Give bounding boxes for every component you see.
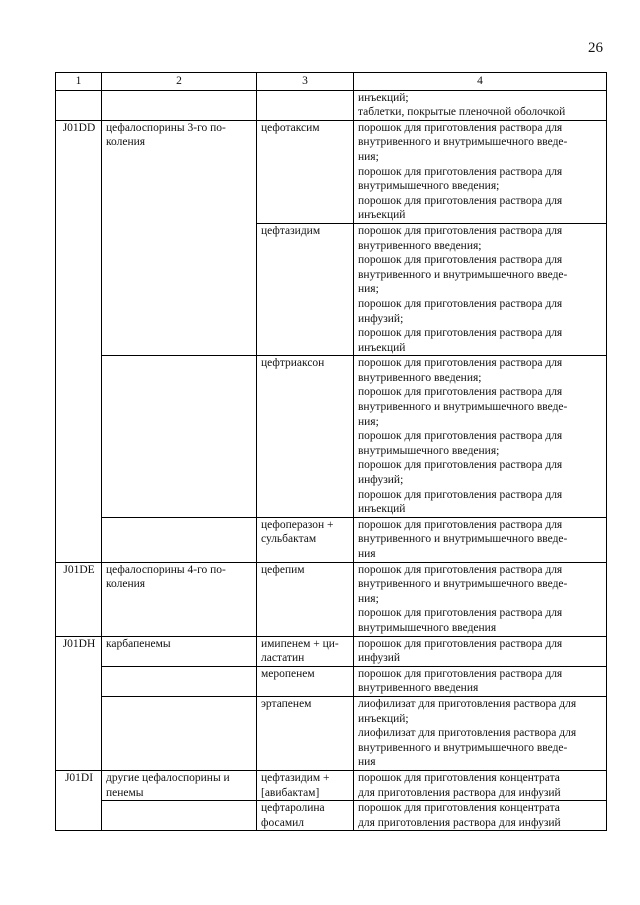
table-row	[56, 666, 607, 696]
table-row	[56, 90, 607, 120]
drug-name-cell: цефтаролина фосамил	[257, 801, 354, 831]
page-number: 26	[588, 40, 603, 56]
drug-name-cell: имипенем + ци- ластатин	[257, 636, 354, 666]
atc-code-cell	[56, 356, 102, 518]
group-name-cell	[102, 801, 257, 831]
header-col-2: 2	[102, 73, 257, 91]
atc-code-cell	[56, 801, 102, 831]
drug-cell	[257, 90, 354, 120]
header-col-3: 3	[257, 73, 354, 91]
dosage-forms-cell: лиофилизат для приготовления раствора для инъекций; лиофилизат для приготовления раствора для внутривенного и внутримышечного введе- ния	[354, 696, 607, 770]
drug-name-cell: цефтриаксон	[257, 356, 354, 518]
drug-name-cell: цефтазидим	[257, 223, 354, 355]
dosage-forms-cell: порошок для приготовления раствора для внутривенного введения; порошок для приготовления раствора для внутривенного и внутримышечного введе- ния; порошок для приготовления раствора для инфузий; порошок для приготовления раствора для инъекций	[354, 223, 607, 355]
atc-code-cell: J01DE	[56, 562, 102, 636]
dosage-forms-cell: порошок для приготовления раствора для внутривенного введения; порошок для приготовления раствора для внутривенного и внутримышечного введе- ния; порошок для приготовления раствора для внутримышечного введения; порошок для приготовления раствора для инфузий; порошок для приготовления раствора для инъекций	[354, 356, 607, 518]
table-row	[56, 223, 607, 355]
table-row	[56, 562, 607, 636]
table-row	[56, 120, 607, 223]
dosage-forms-cell: порошок для приготовления концентрата для приготовления раствора для инфузий	[354, 801, 607, 831]
header-col-4: 4	[354, 73, 607, 91]
group-cell	[102, 90, 257, 120]
header-row	[56, 73, 607, 91]
dosage-forms-cell: инъекций; таблетки, покрытые пленочной оболочкой	[354, 90, 607, 120]
group-name-cell	[102, 666, 257, 696]
drug-name-cell: меропенем	[257, 666, 354, 696]
atc-code-cell: J01DH	[56, 636, 102, 666]
group-name-cell: карбапенемы	[102, 636, 257, 666]
atc-code-cell: J01DI	[56, 770, 102, 800]
table-row	[56, 636, 607, 666]
atc-code-cell	[56, 696, 102, 770]
code-cell	[56, 90, 102, 120]
atc-code-cell: J01DD	[56, 120, 102, 223]
atc-code-cell	[56, 666, 102, 696]
atc-code-cell	[56, 517, 102, 562]
drug-name-cell: цефоперазон + сульбактам	[257, 517, 354, 562]
table-row	[56, 517, 607, 562]
group-name-cell	[102, 517, 257, 562]
dosage-forms-cell: порошок для приготовления раствора для внутривенного и внутримышечного введе- ния	[354, 517, 607, 562]
group-name-cell: цефалоспорины 4-го по- коления	[102, 562, 257, 636]
drug-name-cell: цефепим	[257, 562, 354, 636]
atc-code-cell	[56, 223, 102, 355]
dosage-forms-cell: порошок для приготовления раствора для инфузий	[354, 636, 607, 666]
table-row	[56, 770, 607, 800]
drug-name-cell: цефотаксим	[257, 120, 354, 223]
dosage-forms-cell: порошок для приготовления раствора для внутривенного и внутримышечного введе- ния; порошок для приготовления раствора для внутримышечного введения; порошок для приготовления раствора для инъекций	[354, 120, 607, 223]
group-name-cell	[102, 223, 257, 355]
table-row	[56, 801, 607, 831]
header-col-1: 1	[56, 73, 102, 91]
group-name-cell: цефалоспорины 3-го по- коления	[102, 120, 257, 223]
drug-name-cell: цефтазидим + [авибактам]	[257, 770, 354, 800]
drug-classification-table	[55, 72, 607, 831]
dosage-forms-cell: порошок для приготовления концентрата для приготовления раствора для инфузий	[354, 770, 607, 800]
group-name-cell	[102, 356, 257, 518]
table-row	[56, 356, 607, 518]
group-name-cell	[102, 696, 257, 770]
table-row	[56, 696, 607, 770]
group-name-cell: другие цефалоспорины и пенемы	[102, 770, 257, 800]
dosage-forms-cell: порошок для приготовления раствора для внутривенного и внутримышечного введе- ния; порошок для приготовления раствора для внутримышечного введения	[354, 562, 607, 636]
dosage-forms-cell: порошок для приготовления раствора для внутривенного введения	[354, 666, 607, 696]
drug-name-cell: эртапенем	[257, 696, 354, 770]
